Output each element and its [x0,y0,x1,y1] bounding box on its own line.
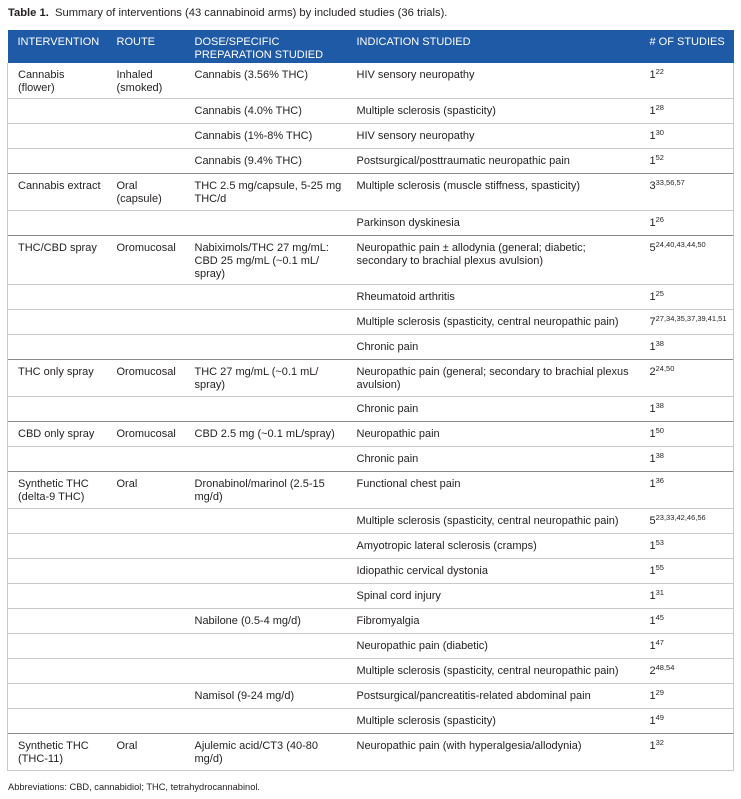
intervention-cell: THC only spray [8,359,107,396]
intervention-cell [8,608,107,633]
route-cell [107,633,185,658]
study-count: 5 [649,241,656,254]
study-count: 2 [649,664,656,677]
intervention-cell [8,533,107,558]
study-count-cell [640,471,734,508]
interventions-table [7,30,734,771]
study-count-cell [640,63,734,98]
dose-cell: Cannabis (9.4% THC) [185,148,347,173]
route-cell: Oromucosal [107,359,185,396]
study-count: 1 [649,340,656,353]
indication-cell: Postsurgical/posttraumatic neuropathic pain [347,148,640,173]
study-count-cell [640,173,734,210]
intervention-cell [8,396,107,421]
indication-cell: Multiple sclerosis (spasticity) [347,98,640,123]
table-row [8,235,734,284]
indication-cell: Functional chest pain [347,471,640,508]
indication-cell: Neuropathic pain (general; secondary to brachial plexus avulsion) [347,359,640,396]
intervention-cell [8,284,107,309]
dose-cell: CBD 2.5 mg (~0.1 mL/spray) [185,421,347,446]
route-cell [107,658,185,683]
table-row [8,284,734,309]
study-count-cell [640,148,734,173]
reference-numbers: 25 [655,288,664,298]
study-count: 1 [649,689,656,702]
dose-cell: Dronabinol/marinol (2.5-15 mg/d) [185,471,347,508]
intervention-cell [8,508,107,533]
route-cell [107,334,185,359]
reference-numbers: 33,56,57 [655,177,685,187]
indication-cell: Multiple sclerosis (spasticity, central neuropathic pain) [347,658,640,683]
reference-numbers: 38 [655,450,664,460]
study-count-cell [640,284,734,309]
dose-cell [185,508,347,533]
route-cell: Oromucosal [107,235,185,284]
intervention-cell [8,558,107,583]
indication-cell: Amyotropic lateral sclerosis (cramps) [347,533,640,558]
route-cell [107,148,185,173]
reference-numbers: 24,50 [655,363,675,373]
study-count: 1 [649,216,656,229]
indication-cell: Parkinson dyskinesia [347,210,640,235]
dose-cell [185,658,347,683]
route-cell [107,284,185,309]
dose-cell: Cannabis (4.0% THC) [185,98,347,123]
table-row [8,658,734,683]
study-count: 1 [649,589,656,602]
table-row [8,63,734,98]
indication-cell: Neuropathic pain ± allodynia (general; diabetic; secondary to brachial plexus avulsion) [347,235,640,284]
route-cell [107,446,185,471]
table-row [8,558,734,583]
indication-cell: Idiopathic cervical dystonia [347,558,640,583]
study-count-cell [640,583,734,608]
dose-cell: Cannabis (1%-8% THC) [185,123,347,148]
study-count-cell [640,235,734,284]
study-count-cell [640,396,734,421]
intervention-cell: Synthetic THC (THC-11) [8,733,107,770]
intervention-cell [8,334,107,359]
route-cell [107,708,185,733]
dose-cell [185,583,347,608]
intervention-cell: THC/CBD spray [8,235,107,284]
route-cell [107,608,185,633]
reference-numbers: 28 [655,102,664,112]
route-cell [107,98,185,123]
dose-cell: Nabilone (0.5-4 mg/d) [185,608,347,633]
study-count: 3 [649,179,656,192]
reference-numbers: 29 [655,687,664,697]
intervention-cell: Cannabis extract [8,173,107,210]
indication-cell: Fibromyalgia [347,608,640,633]
header-intervention: INTERVENTION [8,30,107,63]
table-row [8,608,734,633]
route-cell [107,583,185,608]
study-count: 1 [649,68,656,81]
route-cell [107,533,185,558]
indication-cell: Chronic pain [347,396,640,421]
study-count: 1 [649,427,656,440]
intervention-cell [8,210,107,235]
dose-cell: Namisol (9-24 mg/d) [185,683,347,708]
study-count-cell [640,359,734,396]
study-count-cell [640,210,734,235]
header-route: ROUTE [107,30,185,63]
reference-numbers: 24,40,43,44,50 [655,239,706,249]
table-row [8,396,734,421]
table-row [8,533,734,558]
study-count: 2 [649,365,656,378]
study-count: 1 [649,714,656,727]
header-study-count: # OF STUDIES [640,30,734,63]
dose-cell [185,708,347,733]
study-count-cell [640,633,734,658]
reference-numbers: 27,34,35,37,39,41,51 [655,313,727,323]
dose-cell: Nabiximols/THC 27 mg/mL: CBD 25 mg/mL (~0.1 mL/ spray) [185,235,347,284]
route-cell [107,508,185,533]
dose-cell [185,558,347,583]
study-count-cell [640,508,734,533]
intervention-cell [8,583,107,608]
indication-cell: Neuropathic pain (diabetic) [347,633,640,658]
reference-numbers: 38 [655,338,664,348]
study-count: 7 [649,315,656,328]
study-count-cell [640,608,734,633]
study-count: 1 [649,452,656,465]
indication-cell: Spinal cord injury [347,583,640,608]
route-cell: Oral [107,733,185,770]
dose-cell [185,396,347,421]
reference-numbers: 30 [655,127,664,137]
study-count-cell [640,683,734,708]
header-indication: INDICATION STUDIED [347,30,640,63]
dose-cell: THC 2.5 mg/capsule, 5-25 mg THC/d [185,173,347,210]
abbreviations-note: Abbreviations: CBD, cannabidiol; THC, tetrahydrocannabinol. [8,782,261,792]
study-count-cell [640,123,734,148]
table-body [8,63,734,771]
intervention-cell [8,123,107,148]
intervention-cell [8,658,107,683]
intervention-cell [8,708,107,733]
table-row [8,359,734,396]
route-cell [107,558,185,583]
header-dose: DOSE/SPECIFIC PREPARATION STUDIED [185,30,347,63]
intervention-cell [8,633,107,658]
table-row [8,683,734,708]
study-count: 1 [649,739,656,752]
intervention-cell: Cannabis (flower) [8,63,107,98]
study-count: 1 [649,104,656,117]
study-count: 1 [649,154,656,167]
route-cell: Oromucosal [107,421,185,446]
table-row [8,471,734,508]
indication-cell: Multiple sclerosis (spasticity) [347,708,640,733]
indication-cell: HIV sensory neuropathy [356,68,475,81]
table-row [8,421,734,446]
intervention-cell [8,98,107,123]
caption-text: Summary of interventions (43 cannabinoid arms) by included studies (36 trials). [55,7,448,19]
study-count: 1 [649,564,656,577]
table-row [8,148,734,173]
study-count: 1 [649,539,656,552]
table-row [8,446,734,471]
indication-cell: Multiple sclerosis (spasticity, central neuropathic pain) [347,309,640,334]
indication-cell: Neuropathic pain (with hyperalgesia/allodynia) [347,733,640,770]
dose-cell: Cannabis (3.56% THC) [194,68,309,81]
route-cell [107,309,185,334]
indication-cell: Rheumatoid arthritis [347,284,640,309]
table-row [8,583,734,608]
table-row [8,508,734,533]
route-cell [107,396,185,421]
indication-cell: Chronic pain [347,334,640,359]
study-count-cell [640,708,734,733]
dose-cell: Ajulemic acid/CT3 (40-80 mg/d) [185,733,347,770]
reference-numbers: 31 [655,587,664,597]
study-count: 1 [649,129,656,142]
reference-numbers: 48,54 [655,662,675,672]
intervention-cell [8,683,107,708]
indication-cell: Multiple sclerosis (muscle stiffness, spasticity) [347,173,640,210]
dose-cell [185,334,347,359]
reference-numbers: 50 [655,425,664,435]
indication-cell: HIV sensory neuropathy [347,123,640,148]
header-row [8,30,734,63]
route-cell: Inhaled (smoked) [116,68,163,95]
dose-cell [185,284,347,309]
reference-numbers: 55 [655,562,664,572]
intervention-cell [8,309,107,334]
table-row [8,210,734,235]
dose-cell: THC 27 mg/mL (~0.1 mL/ spray) [185,359,347,396]
route-cell [107,123,185,148]
table-row [8,733,734,770]
route-cell [107,210,185,235]
study-count-cell [640,334,734,359]
table-row [8,123,734,148]
indication-cell: Neuropathic pain [347,421,640,446]
study-count-cell [640,533,734,558]
study-count-cell [640,421,734,446]
reference-numbers: 45 [655,612,664,622]
route-cell: Oral (capsule) [107,173,185,210]
dose-cell [185,633,347,658]
reference-numbers: 32 [655,737,664,747]
table-row [8,309,734,334]
reference-numbers: 26 [655,214,664,224]
table-row [8,98,734,123]
dose-cell [185,446,347,471]
reference-numbers: 36 [655,475,664,485]
route-cell [107,683,185,708]
intervention-cell [8,446,107,471]
table-caption [8,6,447,20]
study-count: 1 [649,402,656,415]
dose-cell [185,533,347,558]
route-cell: Oral [107,471,185,508]
table-label: Table 1. [8,7,49,19]
study-count-cell [640,733,734,770]
indication-cell: Postsurgical/pancreatitis-related abdominal pain [347,683,640,708]
study-count-cell [640,558,734,583]
study-count-cell [640,98,734,123]
reference-numbers: 52 [655,152,664,162]
study-count-cell [640,658,734,683]
indication-cell: Chronic pain [347,446,640,471]
reference-numbers: 38 [655,400,664,410]
table-row [8,708,734,733]
intervention-cell: CBD only spray [8,421,107,446]
table-row [8,633,734,658]
study-count-cell [640,446,734,471]
intervention-cell [8,148,107,173]
study-count: 1 [649,290,656,303]
reference-numbers: 53 [655,537,664,547]
reference-numbers: 22 [655,66,664,76]
study-count-cell [640,309,734,334]
table-row [8,334,734,359]
dose-cell [185,309,347,334]
reference-numbers: 49 [655,712,664,722]
study-count: 1 [649,614,656,627]
study-count: 1 [649,639,656,652]
table-row [8,173,734,210]
indication-cell: Multiple sclerosis (spasticity, central neuropathic pain) [347,508,640,533]
intervention-cell: Synthetic THC (delta-9 THC) [8,471,107,508]
study-count: 1 [649,477,656,490]
reference-numbers: 47 [655,637,664,647]
dose-cell [185,210,347,235]
reference-numbers: 23,33,42,46,56 [655,512,706,522]
study-count: 5 [649,514,656,527]
